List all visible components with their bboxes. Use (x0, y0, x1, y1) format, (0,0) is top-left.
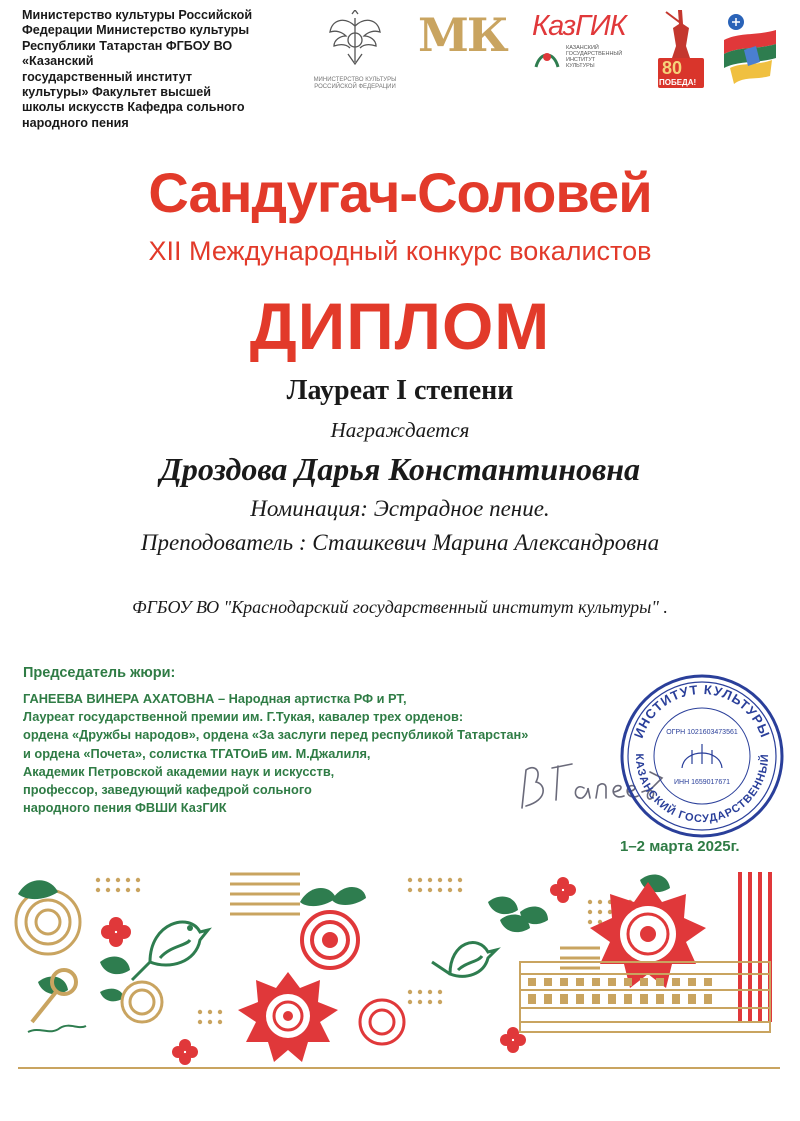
eagle-emblem-icon (300, 10, 410, 72)
jury-name-suffix: – Народная артистка РФ и РТ, (214, 691, 407, 706)
ministry-caption: РОССИЙСКОЙ ФЕДЕРАЦИИ (314, 84, 396, 90)
jury-line: и ордена «Почета», солистка ТГАТОиБ им. М.Джалиля, (23, 745, 371, 761)
stamp-bottom-text: КАЗАНСКИЙ ГОСУДАРСТВЕННЫЙ (632, 753, 772, 826)
round-seal (618, 672, 786, 840)
laureate-degree: Лауреат I степени (286, 375, 514, 406)
kazgik-caption: ИНСТИТУТ (566, 57, 596, 63)
kazgik-caption: КУЛЬТУРЫ (566, 63, 595, 69)
contest-title: Сандугач-Соловей (148, 161, 652, 224)
jury-line: народного пения ФВШИ КазГИК (23, 800, 227, 816)
jury-line: Академик Петровской академии наук и искусств, (23, 763, 335, 779)
jury-name-line (23, 690, 623, 708)
institution: ФГБОУ ВО "Краснодарский государственный институт культуры" . (132, 597, 668, 617)
event-date: 1–2 марта 2025г. (620, 838, 740, 855)
teacher: Преподователь : Сташкевич Марина Александровна (140, 530, 660, 555)
diploma-heading: ДИПЛОМ (249, 289, 551, 363)
ministry-caption: МИНИСТЕРСТВО КУЛЬТУРЫ (313, 77, 397, 83)
organizer-line: «Казанский (22, 54, 94, 69)
flags-emblem-icon (716, 10, 786, 90)
jury-chair-name: ГАНЕЕВА ВИНЕРА АХАТОВНА (23, 691, 215, 706)
festival-logo (716, 10, 786, 95)
organizer-line: государственный институт (22, 69, 193, 84)
stamp-ogrn: ОГРН 1021603473561 (666, 729, 738, 736)
jury-title: Председатель жюри: (23, 665, 176, 681)
organizer-line: Федерации Министерство культуры (22, 23, 250, 38)
organizer-line: народного пения (22, 115, 129, 130)
organizer-block (22, 8, 312, 131)
jury-line: Лауреат государственной премии им. Г.Тукая, кавалер трех орденов: (23, 709, 464, 725)
recipient-name: Дроздова Дарья Константиновна (159, 451, 641, 487)
awarded-label: Награждается (330, 418, 470, 442)
victory-number: 80 (662, 58, 683, 78)
kazgik-logo: КазГИК КАЗАНСКИЙ ГОСУДАРСТВЕННЫЙ ИНСТИТУТ КУЛЬТУРЫ (532, 10, 626, 69)
organizer-line: культуры» Факультет высшей (22, 85, 211, 100)
decorative-ornament (0, 862, 800, 1121)
kazgik-emblem-icon (532, 45, 562, 71)
stamp-emblem-icon (682, 744, 722, 768)
official-stamp (618, 672, 786, 845)
organizer-line: Министерство культуры Российской (22, 8, 253, 22)
jury-line: ордена «Дружбы народов», ордена «За заслуги перед республикой Татарстан» (23, 727, 529, 743)
ministry-logo (300, 10, 410, 91)
stamp-top-text: ИНСТИТУТ КУЛЬТУРЫ (630, 681, 774, 741)
nomination: Номинация: Эстрадное пение. (250, 496, 550, 521)
stamp-inn: ИНН 1659017671 (673, 779, 731, 786)
kazgik-caption: КАЗАНСКИЙ (566, 45, 599, 51)
victory-80-logo (656, 6, 706, 90)
contest-subtitle: XII Международный конкурс вокалистов (148, 236, 652, 266)
organizer-line: школы искусств Кафедра сольного (22, 100, 245, 115)
victory-word: ПОБЕДА! (659, 78, 697, 87)
organizer-line: Республики Татарстан ФГБОУ ВО (22, 38, 233, 53)
jury-line: профессор, заведующий кафедрой сольного (23, 782, 312, 798)
kazgik-caption: ГОСУДАРСТВЕННЫЙ (566, 51, 623, 57)
folk-pattern-illustration (0, 862, 800, 1116)
mk-logo: МК (418, 8, 507, 62)
